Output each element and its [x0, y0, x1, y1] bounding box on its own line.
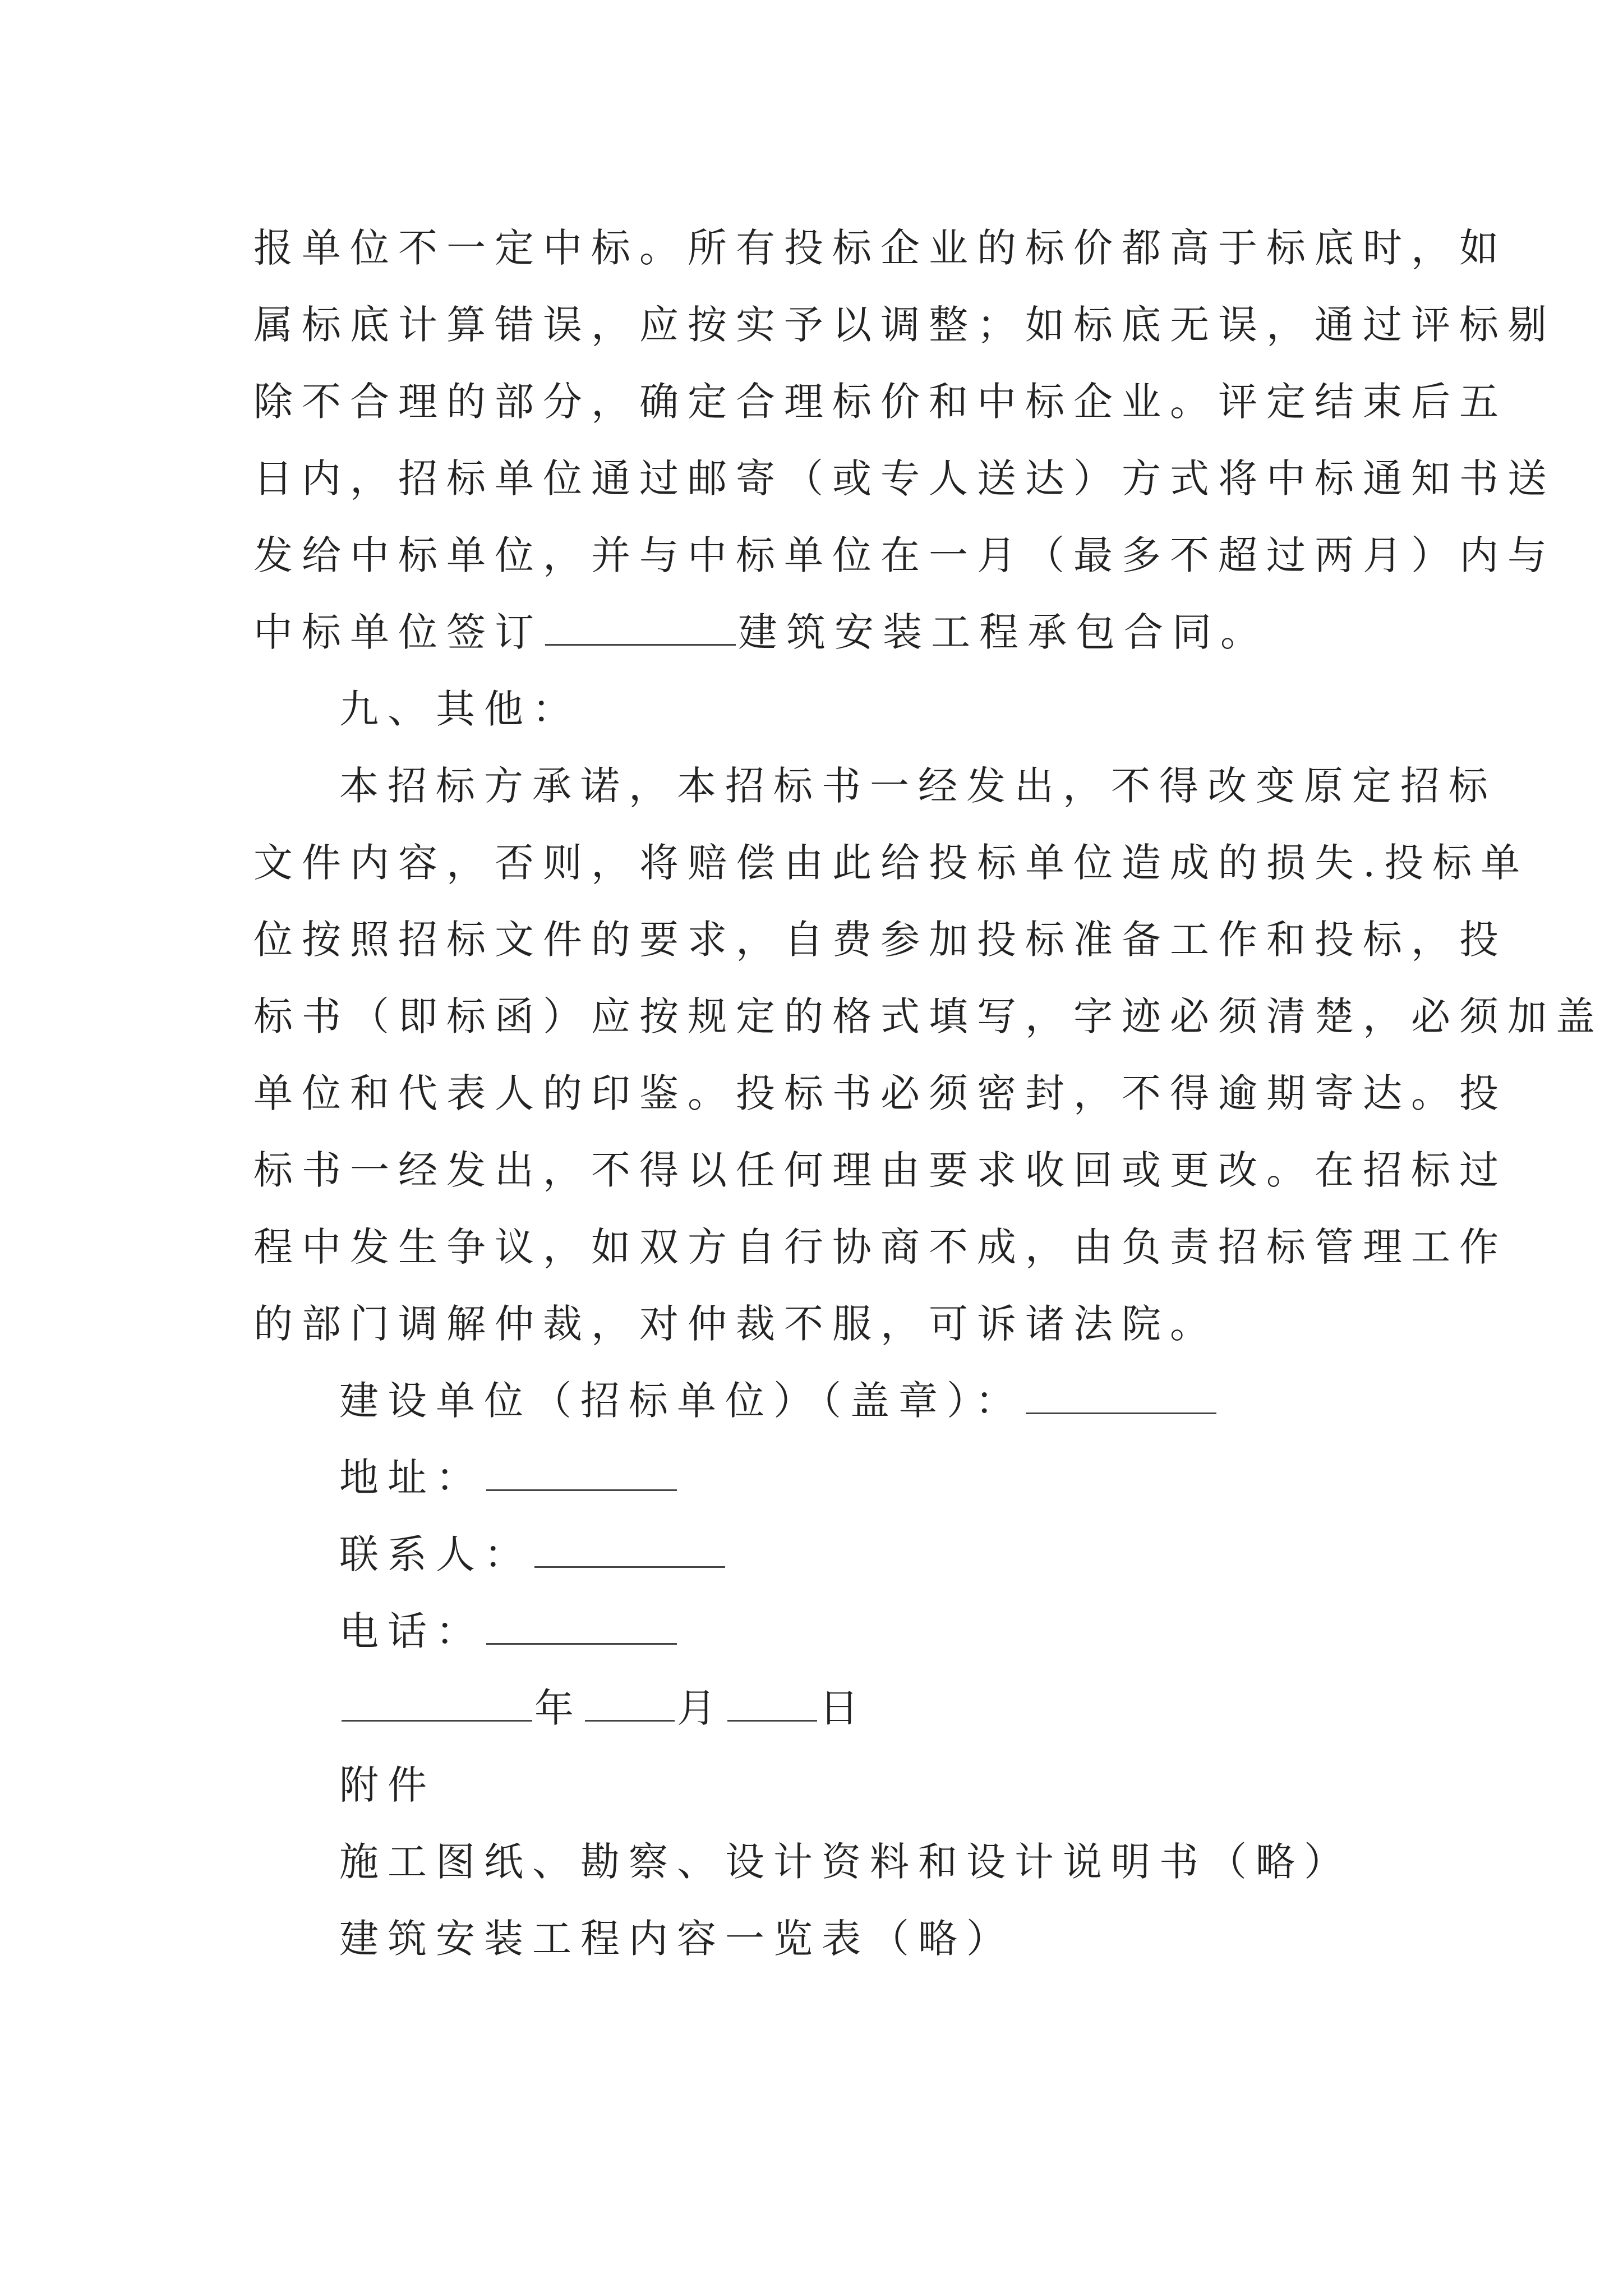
signature-phone-row [339, 1592, 1472, 1671]
signature-unit-row [339, 1361, 1472, 1440]
body-line: 位按照招标文件的要求，自费参加投标准备工作和投标，投 [253, 917, 1507, 963]
contract-suffix: 建筑安装工程承包合同。 [738, 609, 1269, 655]
body-line: 除不合理的部分，确定合理标价和中标企业。评定结束后五 [253, 379, 1507, 425]
body-line-with-blank [253, 593, 1386, 671]
signature-date-row [339, 1669, 1472, 1747]
month-blank [585, 1687, 675, 1722]
address-label: 地址： [339, 1455, 484, 1501]
day-blank [727, 1687, 817, 1722]
body-line: 发给中标单位，并与中标单位在一月（最多不超过两月）内与 [253, 532, 1556, 578]
address-blank [486, 1457, 677, 1491]
body-line: 报单位不一定中标。所有投标企业的标价都高于标底时，如 [253, 225, 1507, 271]
section-heading: 九、其他： [339, 686, 580, 732]
body-line: 单位和代表人的印鉴。投标书必须密封，不得逾期寄达。投 [253, 1070, 1507, 1116]
body-line: 程中发生争议，如双方自行协商不成，由负责招标管理工作 [253, 1224, 1507, 1270]
body-line: 属标底计算错误，应按实予以调整；如标底无误，通过评标剔 [253, 302, 1556, 348]
phone-blank [486, 1611, 677, 1645]
unit-label: 建设单位（招标单位）（盖章）： [339, 1378, 1023, 1424]
phone-label: 电话： [339, 1608, 484, 1654]
attachment-item: 建筑安装工程内容一览表（略） [339, 1916, 1015, 1962]
body-line: 的部门调解仲裁，对仲裁不服，可诉诸法院。 [253, 1301, 1218, 1347]
contract-type-blank [545, 611, 736, 646]
body-line: 标书一经发出，不得以任何理由要求收回或更改。在招标过 [253, 1147, 1507, 1193]
unit-blank [1026, 1380, 1216, 1414]
contact-label: 联系人： [339, 1531, 532, 1577]
year-label: 年 [534, 1685, 583, 1731]
signature-address-row [339, 1438, 1472, 1517]
attachment-item: 施工图纸、勘察、设计资料和设计说明书（略） [339, 1839, 1352, 1885]
body-line: 日内，招标单位通过邮寄（或专人送达）方式将中标通知书送 [253, 455, 1556, 501]
body-line: 文件内容，否则，将赔偿由此给投标单位造成的损失.投标单 [253, 840, 1529, 886]
day-label: 日 [819, 1685, 868, 1731]
signature-contact-row [339, 1515, 1472, 1594]
contact-blank [534, 1534, 725, 1568]
month-label: 月 [677, 1685, 725, 1731]
contract-prefix: 中标单位签订 [253, 609, 543, 655]
attachments-heading: 附件 [339, 1762, 436, 1808]
body-line: 本招标方承诺，本招标书一经发出，不得改变原定招标 [339, 763, 1497, 809]
body-line: 标书（即标函）应按规定的格式填写，字迹必须清楚，必须加盖 [253, 993, 1604, 1039]
year-blank [342, 1687, 532, 1722]
